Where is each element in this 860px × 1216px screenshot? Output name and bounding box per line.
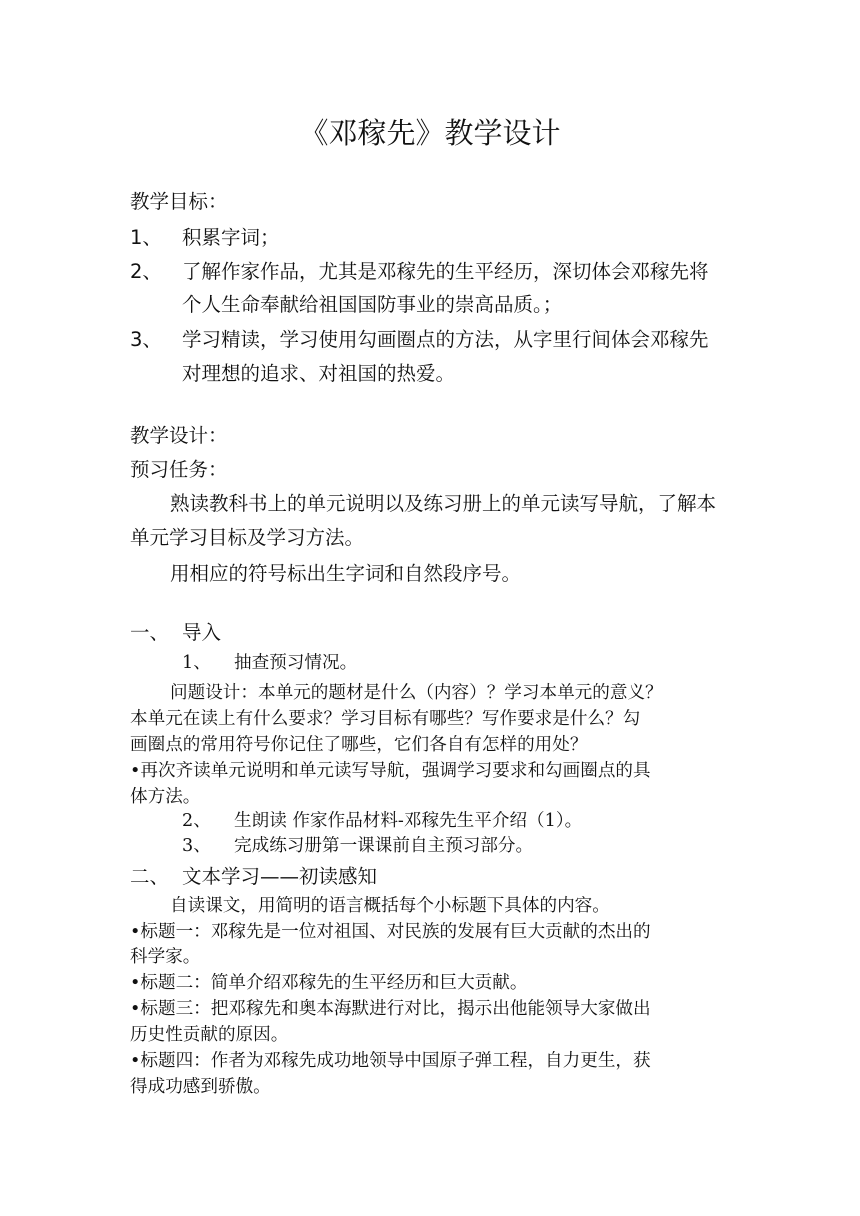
- step-3: [182, 833, 533, 859]
- section-number: 一、: [130, 621, 170, 644]
- goal-number: 2、: [130, 260, 162, 283]
- goal-text-continued: 对理想的追求、对祖国的热爱。: [182, 362, 456, 385]
- outline-item-1-continued: 科学家。: [130, 947, 201, 967]
- step-number: 1、: [182, 653, 211, 673]
- question-line-3: 画圈点的常用符号你记住了哪些，它们各自有怎样的用处？: [130, 735, 588, 755]
- outline-item-2: •标题二：简单介绍邓稼先的生平经历和巨大贡献。: [130, 973, 528, 993]
- outline-item-3-continued: 历史性贡献的原因。: [130, 1025, 289, 1045]
- design-heading: 教学设计：: [130, 424, 228, 447]
- step-2: [182, 808, 582, 834]
- bullet-line-2: 体方法。: [130, 787, 201, 807]
- goal-text: 积累字词；: [182, 226, 280, 249]
- page-title: 《邓稼先》教学设计: [299, 116, 561, 150]
- step-text: 完成练习册第一课课前自主预习部分。: [234, 836, 534, 856]
- step-text: 生朗读 作家作品材料-邓稼先生平介绍（1）。: [234, 811, 583, 831]
- goal-text-continued: 个人生命奉献给祖国国防事业的崇高品质。；: [182, 293, 563, 316]
- outline-item-4: •标题四：作者为邓稼先成功地领导中国原子弹工程，自力更生，获: [130, 1051, 651, 1071]
- section-number: 二、: [130, 865, 170, 888]
- section-title: 文本学习——初读感知: [182, 865, 378, 888]
- preview-paragraph-1-continued: 单元学习目标及学习方法。: [130, 526, 365, 549]
- section-title: 导入: [182, 621, 222, 644]
- question-line-2: 本单元在读上有什么要求？学习目标有哪些？写作要求是什么？勾: [130, 709, 641, 729]
- outline-item-1: •标题一：邓稼先是一位对祖国、对民族的发展有巨大贡献的杰出的: [130, 922, 651, 942]
- section-1-heading: [130, 619, 221, 647]
- goal-item-2: [130, 258, 709, 286]
- preview-paragraph-1: 熟读教科书上的单元说明以及练习册上的单元读写导航，了解本: [170, 492, 717, 515]
- goal-item-1: [130, 224, 280, 252]
- preview-heading: 预习任务：: [130, 458, 228, 481]
- goal-number: 1、: [130, 226, 162, 249]
- goal-number: 3、: [130, 328, 162, 351]
- step-number: 3、: [182, 836, 211, 856]
- step-1: [182, 650, 357, 676]
- section-2-heading: [130, 863, 377, 891]
- goal-text: 学习精读，学习使用勾画圈点的方法，从字里行间体会邓稼先: [182, 328, 709, 351]
- goals-heading: 教学目标：: [130, 190, 228, 213]
- question-line-1: 问题设计：本单元的题材是什么（内容）？学习本单元的意义？: [170, 683, 663, 703]
- outline-item-3: •标题三：把邓稼先和奥本海默进行对比，揭示出他能领导大家做出: [130, 999, 651, 1019]
- section-2-intro: 自读课文，用简明的语言概括每个小标题下具体的内容。: [170, 896, 610, 916]
- goal-text: 了解作家作品，尤其是邓稼先的生平经历，深切体会邓稼先将: [182, 260, 709, 283]
- outline-item-4-continued: 得成功感到骄傲。: [130, 1077, 271, 1097]
- bullet-line-1: •再次齐读单元说明和单元读写导航，强调学习要求和勾画圈点的具: [130, 761, 651, 781]
- step-text: 抽查预习情况。: [234, 653, 358, 673]
- step-number: 2、: [182, 811, 211, 831]
- preview-paragraph-2: 用相应的符号标出生字词和自然段序号。: [170, 562, 522, 585]
- goal-item-3: [130, 326, 709, 354]
